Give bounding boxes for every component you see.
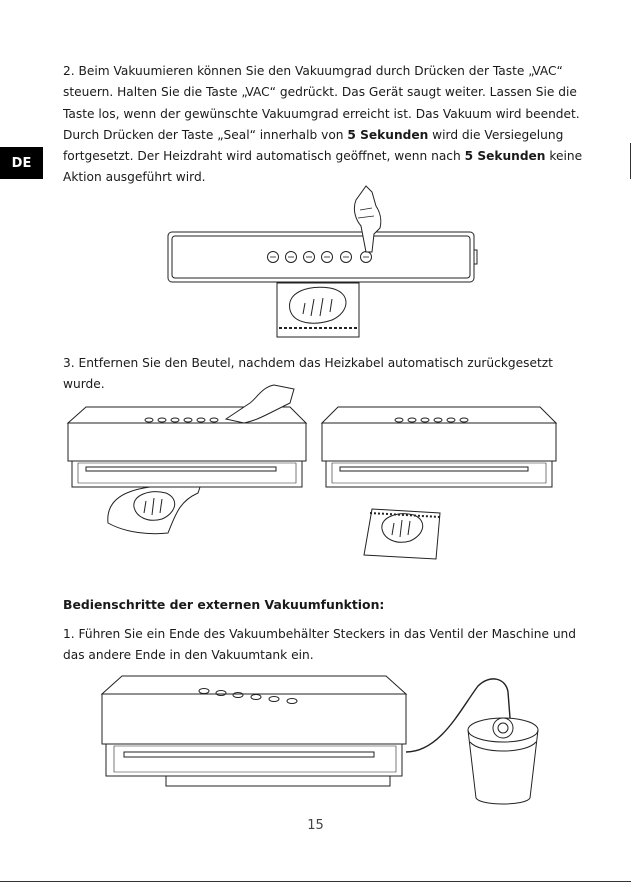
vacuum-canister (468, 730, 538, 804)
language-label: DE (11, 155, 32, 171)
step-2-text-c: keine Aktion ausgeführt wird. (63, 149, 583, 185)
step-3-text: 3. Entfernen Sie den Beutel, nachdem das Heizkabel automatisch zurückgesetzt wurde. (63, 356, 553, 392)
external-function-heading: Bedienschritte der externen Vakuumfunktion: (63, 597, 385, 612)
figure-control-panel (0, 180, 631, 345)
page-number: 15 (307, 818, 324, 833)
bag-outline (290, 287, 346, 323)
left-pressing-hand-icon (226, 385, 294, 423)
step-2-text-b: wird die Versiegelung fortgesetzt. Der Heizdraht wird automatisch geöffnet, wenn nach (63, 127, 564, 164)
bottom-rule (0, 881, 631, 882)
device-top (102, 676, 406, 694)
panel-buttons (268, 252, 372, 263)
step-2-highlight-b: 5 Sekunden (464, 149, 546, 164)
pointing-hand-icon (354, 186, 380, 252)
right-device-top (322, 407, 556, 423)
language-tab (0, 147, 43, 179)
step-2-paragraph (63, 61, 583, 189)
figure-external-vacuum (0, 670, 631, 815)
step-2-highlight-a: 5 Sekunden (347, 127, 429, 142)
right-sealed-bag (364, 509, 440, 559)
left-bag (108, 487, 200, 534)
external-step-1-paragraph (63, 624, 583, 667)
step-2-text-a: 2. Beim Vakuumieren können Sie den Vakuumgrad durch Drücken der Taste „VAC“ steuern. Halten Sie die Taste „VAC“ gedrückt. Das Gerät saugt weiter. Lassen Sie die Taste los, wenn der gewünschte Vakuumgrad erreicht ist. Das Vakuum wird beendet. Durch Drücken der Taste „Seal“ innerhalb von (63, 64, 580, 142)
device-buttons (199, 689, 297, 704)
left-device-buttons (145, 418, 218, 422)
external-step-1-text: 1. Führen Sie ein Ende des Vakuumbehälter Steckers in das Ventil der Maschine und das andere Ende in den Vakuumtank ein. (63, 627, 577, 663)
figure-bag-removal (0, 383, 631, 568)
right-device-buttons (395, 418, 468, 422)
